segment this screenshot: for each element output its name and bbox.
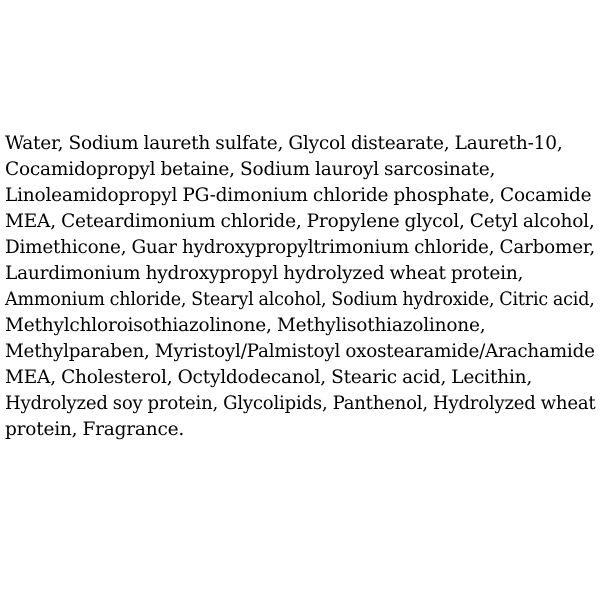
ingredients-line-7: Ammonium chloride, Stearyl alcohol, Sodium hydroxide, Citric acid,: [5, 289, 595, 310]
ingredients-line-3: Linoleamidopropyl PG-dimonium chloride phosphate, Cocamide: [5, 185, 592, 206]
ingredients-line-5: Dimethicone, Guar hydroxypropyltrimonium chloride, Carbomer,: [5, 237, 596, 258]
ingredients-line-1: Water, Sodium laureth sulfate, Glycol distearate, Laureth-10,: [5, 133, 563, 154]
ingredients-line-6: Laurdimonium hydroxypropyl hydrolyzed wheat protein,: [5, 263, 524, 284]
ingredients-line-10: MEA, Cholesterol, Octyldodecanol, Stearic acid, Lecithin,: [5, 367, 533, 388]
ingredients-line-4: MEA, Ceteardimonium chloride, Propylene glycol, Cetyl alcohol,: [5, 211, 595, 232]
ingredients-list: [5, 131, 595, 443]
ingredients-line-2: Cocamidopropyl betaine, Sodium lauroyl sarcosinate,: [5, 159, 496, 180]
ingredients-line-11: Hydrolyzed soy protein, Glycolipids, Panthenol, Hydrolyzed wheat: [5, 393, 596, 414]
ingredients-line-9: Methylparaben, Myristoyl/Palmistoyl oxostearamide/Arachamide: [5, 341, 595, 362]
ingredients-line-8: Methylchloroisothiazolinone, Methylisothiazolinone,: [5, 315, 486, 336]
ingredients-line-12: protein, Fragrance.: [5, 419, 185, 440]
